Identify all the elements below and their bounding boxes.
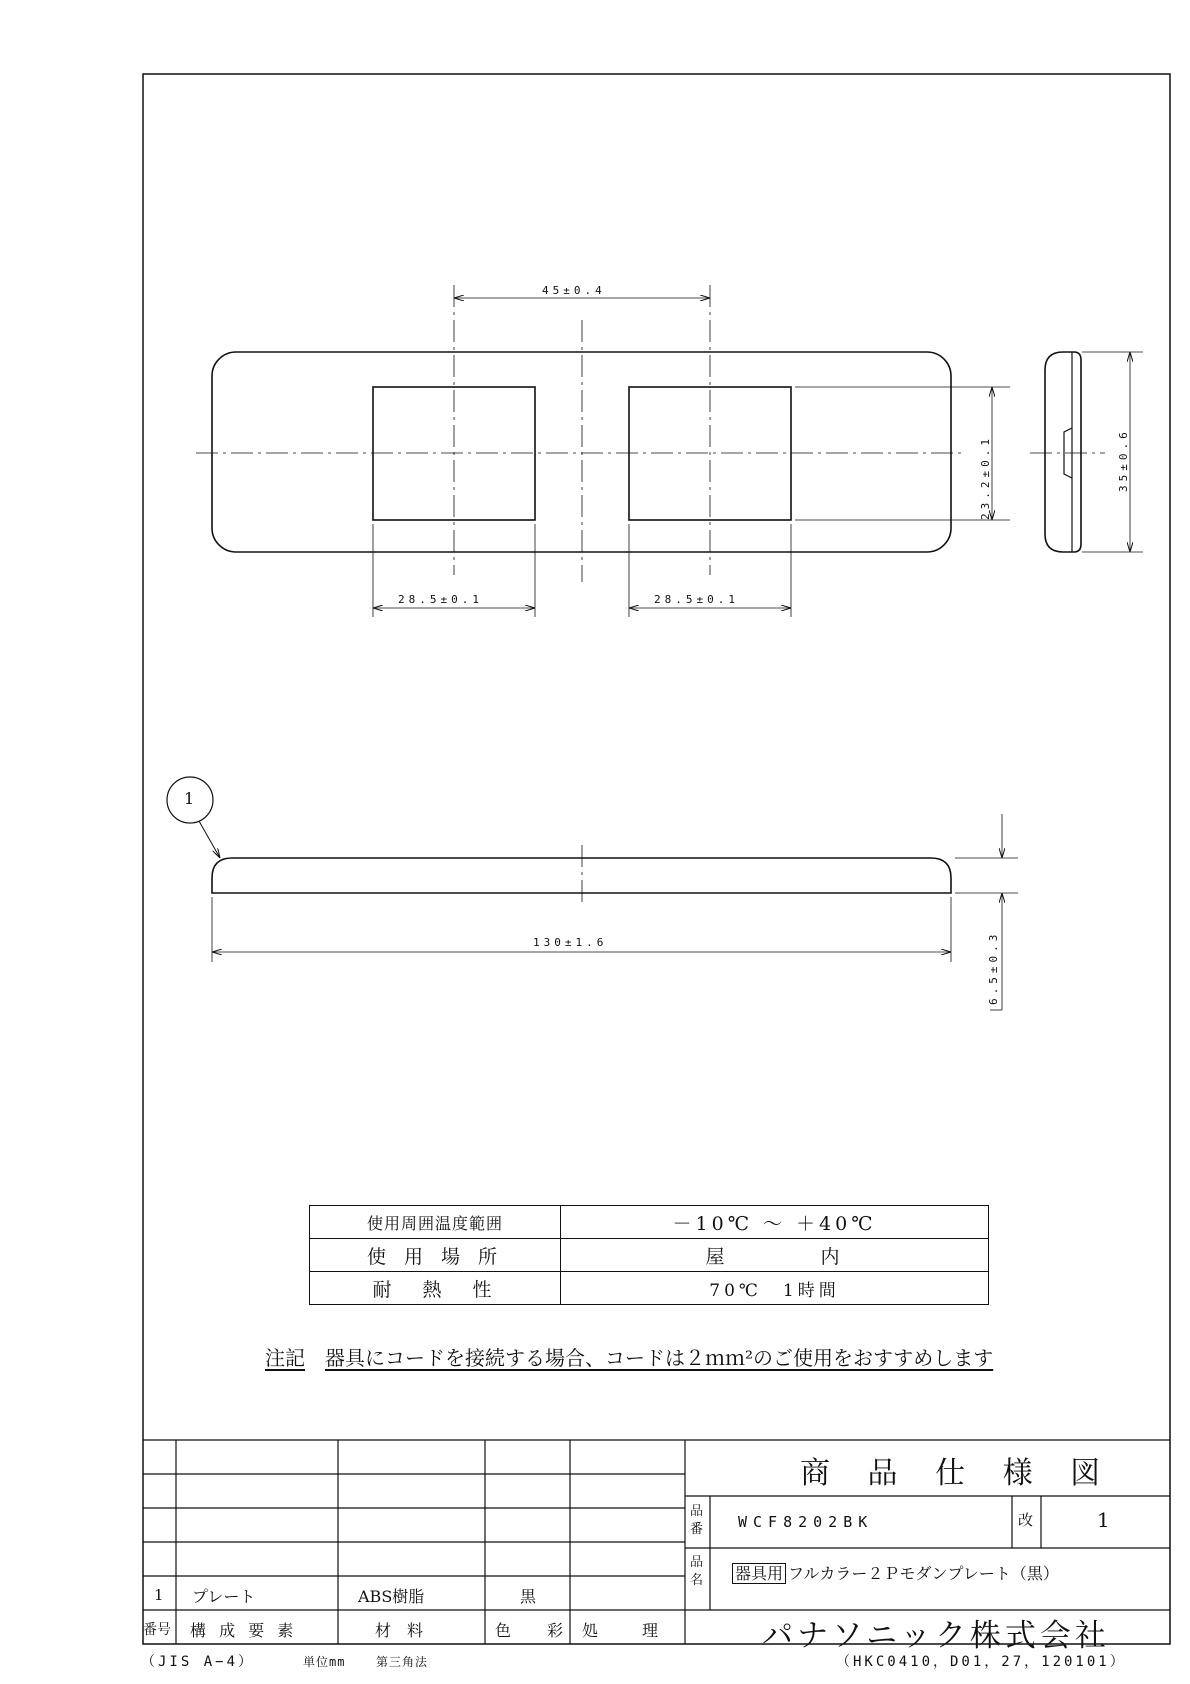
table-row xyxy=(310,1239,989,1272)
footer-projection: 第三角法 xyxy=(376,1655,429,1669)
footer-standard: （JIS A−4） xyxy=(141,1654,256,1670)
side-profile xyxy=(1045,352,1081,552)
window-right-dimension: 28.5±0.1 xyxy=(654,593,739,606)
row-number: 1 xyxy=(154,1586,164,1604)
condition-value: 屋 内 xyxy=(561,1239,989,1272)
product-number: WCF8202BK xyxy=(738,1513,874,1531)
pitch-dimension: 45±0.4 xyxy=(542,284,606,297)
table-row xyxy=(310,1272,989,1305)
note-label: 注記 xyxy=(265,1346,305,1370)
conditions-table xyxy=(309,1205,989,1305)
plate-edge-profile xyxy=(212,858,951,893)
company-name: パナソニック株式会社 xyxy=(762,1618,1110,1654)
length-dimension: 130±1.6 xyxy=(533,936,608,949)
header-color: 色 彩 xyxy=(495,1621,574,1640)
footer-unit: 単位mm xyxy=(303,1655,346,1669)
table-row xyxy=(310,1206,989,1239)
product-name-text: フルカラー２Ｐモダンプレート（黒） xyxy=(788,1564,1059,1583)
plate-height-dimension: 35±0.6 xyxy=(1117,428,1130,492)
drawing-frame xyxy=(143,74,1170,1644)
front-view xyxy=(196,285,1010,617)
revision: 1 xyxy=(1097,1508,1110,1532)
product-name-tag: 器具用 xyxy=(732,1563,786,1584)
window-height-dimension: 23.2±0.1 xyxy=(979,435,992,520)
revision-label: 改 xyxy=(1018,1511,1034,1529)
window-left-dimension: 28.5±0.1 xyxy=(398,593,483,606)
condition-label: 耐 熱 性 xyxy=(310,1272,561,1305)
row-material: ABS樹脂 xyxy=(358,1587,425,1606)
product-name xyxy=(732,1561,1059,1584)
condition-label: 使用周囲温度範囲 xyxy=(310,1206,561,1239)
product-number-label: 品番 xyxy=(690,1504,704,1537)
condition-value: －10℃ ～ ＋40℃ xyxy=(561,1206,989,1239)
condition-value: 70℃ 1時間 xyxy=(561,1272,989,1305)
plate-outline xyxy=(212,352,951,552)
header-component: 構 成 要 素 xyxy=(190,1621,298,1640)
note-text: 器具にコードを接続する場合、コードは２ｍｍ²のご使用をおすすめします xyxy=(325,1346,994,1370)
part-balloon-label: 1 xyxy=(184,789,195,808)
product-name-label: 品名 xyxy=(690,1555,704,1588)
drawing-title: 商 品 仕 様 図 xyxy=(800,1456,1115,1491)
header-treatment: 処 理 xyxy=(582,1621,673,1640)
header-material: 材 料 xyxy=(375,1621,424,1640)
note xyxy=(265,1342,993,1371)
footer-document-code: （HKC0410，D01，27，120101） xyxy=(836,1654,1127,1670)
header-number: 番号 xyxy=(143,1622,171,1638)
balloon-leader xyxy=(199,821,220,858)
condition-label: 使 用 場 所 xyxy=(310,1239,561,1272)
row-color: 黒 xyxy=(520,1587,537,1606)
bottom-view xyxy=(167,777,1018,1010)
thickness-dimension: 6.5±0.3 xyxy=(987,930,1000,1005)
row-component: プレート xyxy=(192,1587,256,1606)
